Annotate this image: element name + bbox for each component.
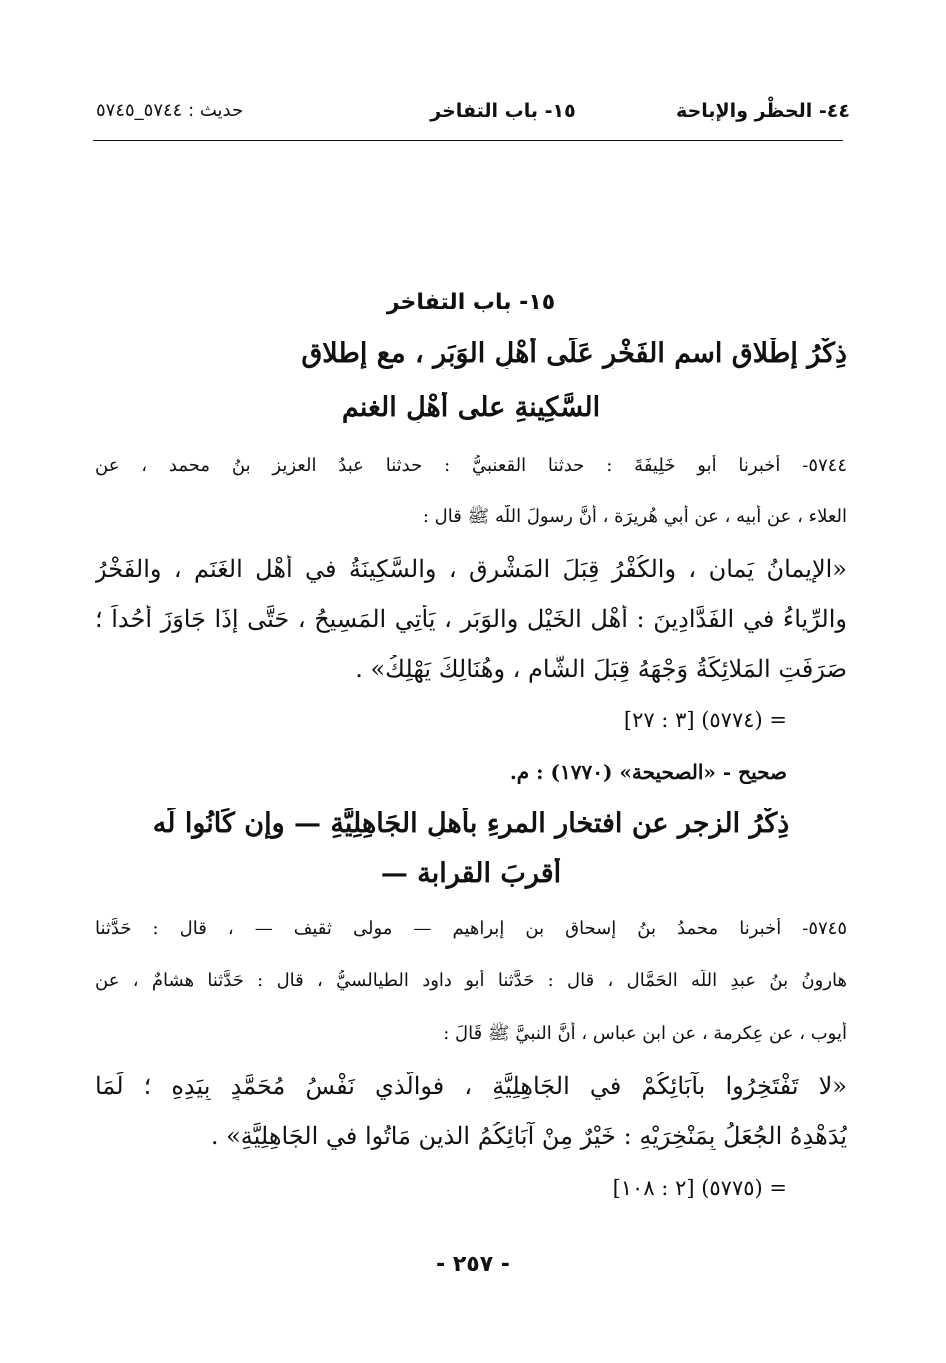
chapter-title: ١٥- باب التفاخر [386, 290, 556, 315]
hadith-5744-grade: صحيح - «الصحيحة» (١٧٧٠) : م. [509, 760, 787, 784]
hadith-5745-matn-line2: يُدَهْدِهُ الجُعَلُ بِمَنْخِرَيْهِ : خَيْرٌ مِنْ آبَائِكُمُ الذين مَاتُوا في الجَاهِلِيَّةِ» . [210, 1122, 847, 1150]
running-header-chapter: ١٥- باب التفاخر [430, 100, 576, 122]
hadith-5745-isnad-line3: أيوب ، عن عِكرمة ، عن ابن عباس ، أنَّ النبيَّ ﷺ قَالَ : [443, 1023, 847, 1044]
running-header-hadith-range: حديث : ٥٧٤٤_٥٧٤٥ [96, 100, 244, 121]
hadith-5745-matn-line1: «لا تَفْتَخِرُوا بآبَائِكُمْ في الجَاهِلِيَّةِ ، فوالَّذي نَفْسُ مُحَمَّدٍ بِيَدِهِ ؛ لَمَا [95, 1072, 847, 1100]
running-header-book: ٤٤- الحظْر والإباحة [676, 100, 850, 122]
hadith-5744-isnad-line1: ٥٧٤٤- أخبرنا أبو خَلِيفَةَ : حدثنا القعنبيُّ : حدثنا عبدُ العزيز بنُ محمد ، عن [95, 455, 847, 476]
hadith-5745-reference: = (٥٧٧٥) [٢ : ١٠٨] [612, 1176, 787, 1200]
section-heading-2-line1: ذِكْرُ الزجرِ عن افتخارِ المرءِ بأهلِ الجَاهِلِيَّةِ — وإن كَانُوا لَه [152, 808, 790, 839]
hadith-5744-isnad-line2: العلاء ، عن أبيه ، عن أبي هُريرَة ، أنَّ رسولَ اللَّه ﷺ قال : [422, 506, 847, 527]
hadith-5745-isnad-line2: هارونُ بنُ عبدِ اللَّه الحَمَّال ، قال : حَدَّثنا أبو داود الطيالسيُّ ، قال : حَدَّثنا هشامٌ ، عن [95, 970, 847, 991]
section-heading-1-line2: السَّكِينةِ على أهْلِ الغنم [341, 392, 601, 423]
hadith-5744-matn-line1: «الإيمانُ يَمانٍ ، والكُفْرُ قِبَلَ المَشْرِقِ ، والسَّكِينَةُ في أَهْلِ الغَنَمِ ، والفَخْرُ [95, 555, 847, 583]
hadith-5745-isnad-line1: ٥٧٤٥- أخبرنا محمدُ بنُ إسحاق بن إبراهيم — مولى ثقيف — ، قال : حَدَّثنا [95, 918, 847, 939]
hadith-5744-matn-line3: صَرَفَتِ المَلائِكَةُ وَجْهَهُ قِبَلَ الشَّامِ ، وهُنَالِكَ يَهْلِكُ» . [355, 655, 847, 683]
section-heading-2-line2: أَقربَ القرابة — [380, 858, 562, 889]
page-number: - ٢٥٧ - [436, 1252, 510, 1277]
hadith-5744-reference: = (٥٧٧٤) [٣ : ٢٧] [623, 708, 787, 732]
hadith-5744-matn-line2: والرِّياءُ في الفَدَّادِينَ : أَهْلِ الخَيْلِ والوَبَرِ ، يَأْتِي المَسِيحُ ، حَتَّى إذَا جَاوَزَ أُحُداً ؛ [95, 605, 847, 633]
header-rule [93, 140, 843, 141]
section-heading-1-line1: ذِكْرُ إطْلاقِ اسمِ الفَخْرِ عَلَى أَهْلِ الوَبَرِ ، مع إطلاق [301, 338, 847, 369]
